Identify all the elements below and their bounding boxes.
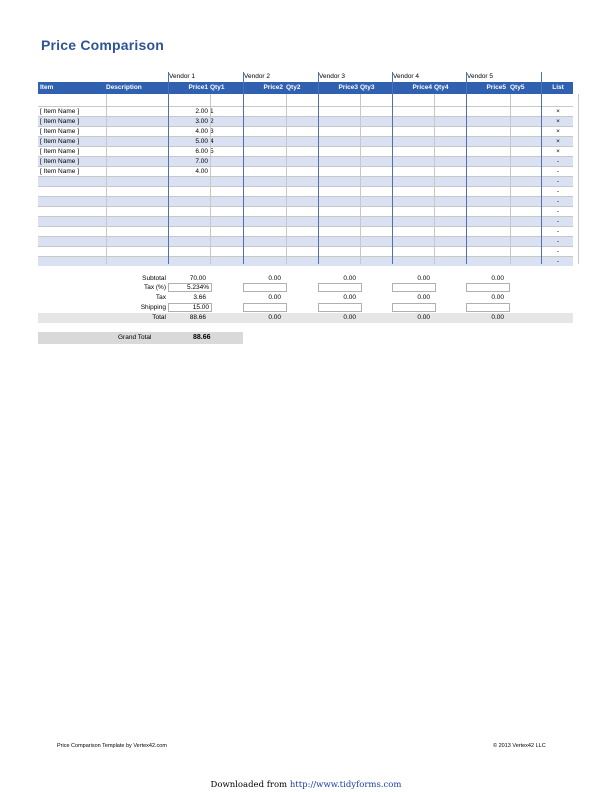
table-row (38, 206, 573, 216)
tax-rate-input[interactable] (318, 283, 362, 292)
price1-cell[interactable]: 2.00 (195, 108, 208, 115)
item-name-cell[interactable]: [ Item Name ] (40, 158, 80, 165)
column-header: Qty3 (360, 84, 375, 91)
shipping-input[interactable]: 15.00 (168, 303, 212, 312)
table-row (38, 156, 573, 166)
price1-cell[interactable] (168, 257, 208, 267)
column-header: Price5 (486, 84, 506, 91)
grand-total-label: Grand Total (118, 334, 152, 341)
footer-left: Price Comparison Template by Vertex42.com (57, 743, 167, 749)
vendor-divider (392, 72, 393, 264)
column-divider (210, 94, 211, 264)
table-row (38, 256, 573, 266)
table-row (38, 246, 573, 256)
grand-total-bar (38, 332, 243, 344)
list-cell: × (556, 138, 560, 145)
list-cell: × (556, 118, 560, 125)
table-row (38, 126, 573, 136)
list-cell: - (556, 158, 560, 165)
table-row (38, 186, 573, 196)
item-name-cell[interactable]: [ Item Name ] (40, 128, 80, 135)
totals-label: Subtotal (142, 275, 166, 282)
price1-cell[interactable]: 4.00 (195, 168, 208, 175)
total-value: 0.00 (417, 314, 430, 321)
column-header: Price3 (338, 84, 358, 91)
column-header: Price1 (188, 84, 208, 91)
grand-total-value: 88.66 (193, 334, 211, 341)
list-cell: - (556, 198, 560, 205)
column-header: Qty2 (286, 84, 301, 91)
subtotal-value: 0.00 (417, 275, 430, 282)
tax-rate-input[interactable] (243, 283, 287, 292)
table-row (38, 176, 573, 186)
list-cell: - (556, 228, 560, 235)
vendor-divider (243, 72, 244, 264)
list-cell: - (556, 208, 560, 215)
list-cell: - (556, 218, 560, 225)
tax-value: 0.00 (343, 294, 356, 301)
total-value: 0.00 (343, 314, 356, 321)
tax-rate-input[interactable] (392, 283, 436, 292)
table-header (38, 82, 573, 94)
list-cell: - (556, 238, 560, 245)
shipping-input[interactable] (318, 303, 362, 312)
column-divider (286, 94, 287, 264)
column-divider (434, 94, 435, 264)
page-title: Price Comparison (41, 37, 165, 53)
table-row (38, 166, 573, 176)
list-cell: × (556, 108, 560, 115)
vendor-divider (318, 72, 319, 264)
column-divider (578, 94, 579, 264)
vendor-label: Vendor 4 (393, 73, 420, 80)
item-name-cell[interactable]: [ Item Name ] (40, 148, 80, 155)
item-name-cell[interactable] (40, 257, 102, 267)
column-divider (510, 94, 511, 264)
column-header: Qty4 (434, 84, 449, 91)
vendor-label: Vendor 1 (169, 73, 196, 80)
qty1-cell[interactable]: 2 (210, 118, 214, 125)
shipping-input[interactable] (392, 303, 436, 312)
total-value: 0.00 (268, 314, 281, 321)
tax-rate-input[interactable]: 5.234% (168, 283, 212, 292)
column-header: Item (40, 84, 54, 91)
column-divider (360, 94, 361, 264)
table-row (38, 216, 573, 226)
totals-label: Shipping (140, 304, 166, 311)
table-row (38, 226, 573, 236)
price1-cell[interactable]: 7.00 (195, 158, 208, 165)
column-header: Qty1 (210, 84, 225, 91)
subtotal-value: 0.00 (268, 275, 281, 282)
item-name-cell[interactable]: [ Item Name ] (40, 118, 80, 125)
price1-cell[interactable]: 5.00 (195, 138, 208, 145)
qty1-cell[interactable]: 3 (210, 128, 214, 135)
shipping-input[interactable] (243, 303, 287, 312)
download-prefix: Downloaded from (210, 780, 288, 790)
vendor-divider (541, 72, 542, 264)
item-name-cell[interactable]: [ Item Name ] (40, 138, 80, 145)
total-value: 88.66 (189, 314, 206, 321)
totals-label: Tax (155, 294, 166, 301)
column-divider (106, 94, 107, 264)
list-cell: - (556, 188, 560, 195)
item-name-cell[interactable]: [ Item Name ] (40, 108, 80, 115)
price1-cell[interactable]: 6.00 (195, 148, 208, 155)
list-cell: - (556, 258, 560, 265)
tax-rate-input[interactable] (466, 283, 510, 292)
table-row (38, 136, 573, 146)
shipping-input[interactable] (466, 303, 510, 312)
vendor-divider (466, 72, 467, 264)
item-name-cell[interactable]: [ Item Name ] (40, 168, 80, 175)
download-link[interactable]: http://www.tidyforms.com (289, 780, 402, 790)
column-header: Price4 (412, 84, 432, 91)
table-row (38, 236, 573, 246)
totals-label: Tax (%) (143, 284, 166, 291)
vendor-label: Vendor 2 (244, 73, 271, 80)
qty1-cell[interactable]: 1 (210, 108, 214, 115)
vendor-label: Vendor 5 (467, 73, 494, 80)
totals-label: Total (152, 314, 166, 321)
comparison-table (38, 72, 573, 264)
subtotal-value: 70.00 (189, 275, 206, 282)
qty1-cell[interactable]: 4 (210, 138, 214, 145)
qty1-cell[interactable] (210, 257, 238, 267)
subtotal-value: 0.00 (343, 275, 356, 282)
footer-right: © 2013 Vertex42 LLC (493, 743, 546, 749)
tax-value: 0.00 (417, 294, 430, 301)
list-cell: - (556, 178, 560, 185)
table-row (38, 116, 573, 126)
tax-value: 0.00 (268, 294, 281, 301)
table-row (38, 196, 573, 206)
list-cell: - (556, 248, 560, 255)
tax-value: 0.00 (491, 294, 504, 301)
column-header: Price2 (263, 84, 283, 91)
column-header: Description (106, 84, 142, 91)
total-value: 0.00 (491, 314, 504, 321)
list-cell: × (556, 128, 560, 135)
list-cell: - (556, 168, 560, 175)
column-header: Qty5 (510, 84, 525, 91)
qty1-cell[interactable]: 5 (210, 148, 214, 155)
vendor-label: Vendor 3 (319, 73, 346, 80)
list-cell: × (556, 148, 560, 155)
vendor-divider (168, 72, 169, 264)
price1-cell[interactable]: 3.00 (195, 118, 208, 125)
tax-value: 3.66 (193, 294, 206, 301)
table-row (38, 106, 573, 116)
download-note (0, 780, 612, 790)
table-row (38, 146, 573, 156)
column-header: List (552, 84, 564, 91)
price1-cell[interactable]: 4.00 (195, 128, 208, 135)
subtotal-value: 0.00 (491, 275, 504, 282)
